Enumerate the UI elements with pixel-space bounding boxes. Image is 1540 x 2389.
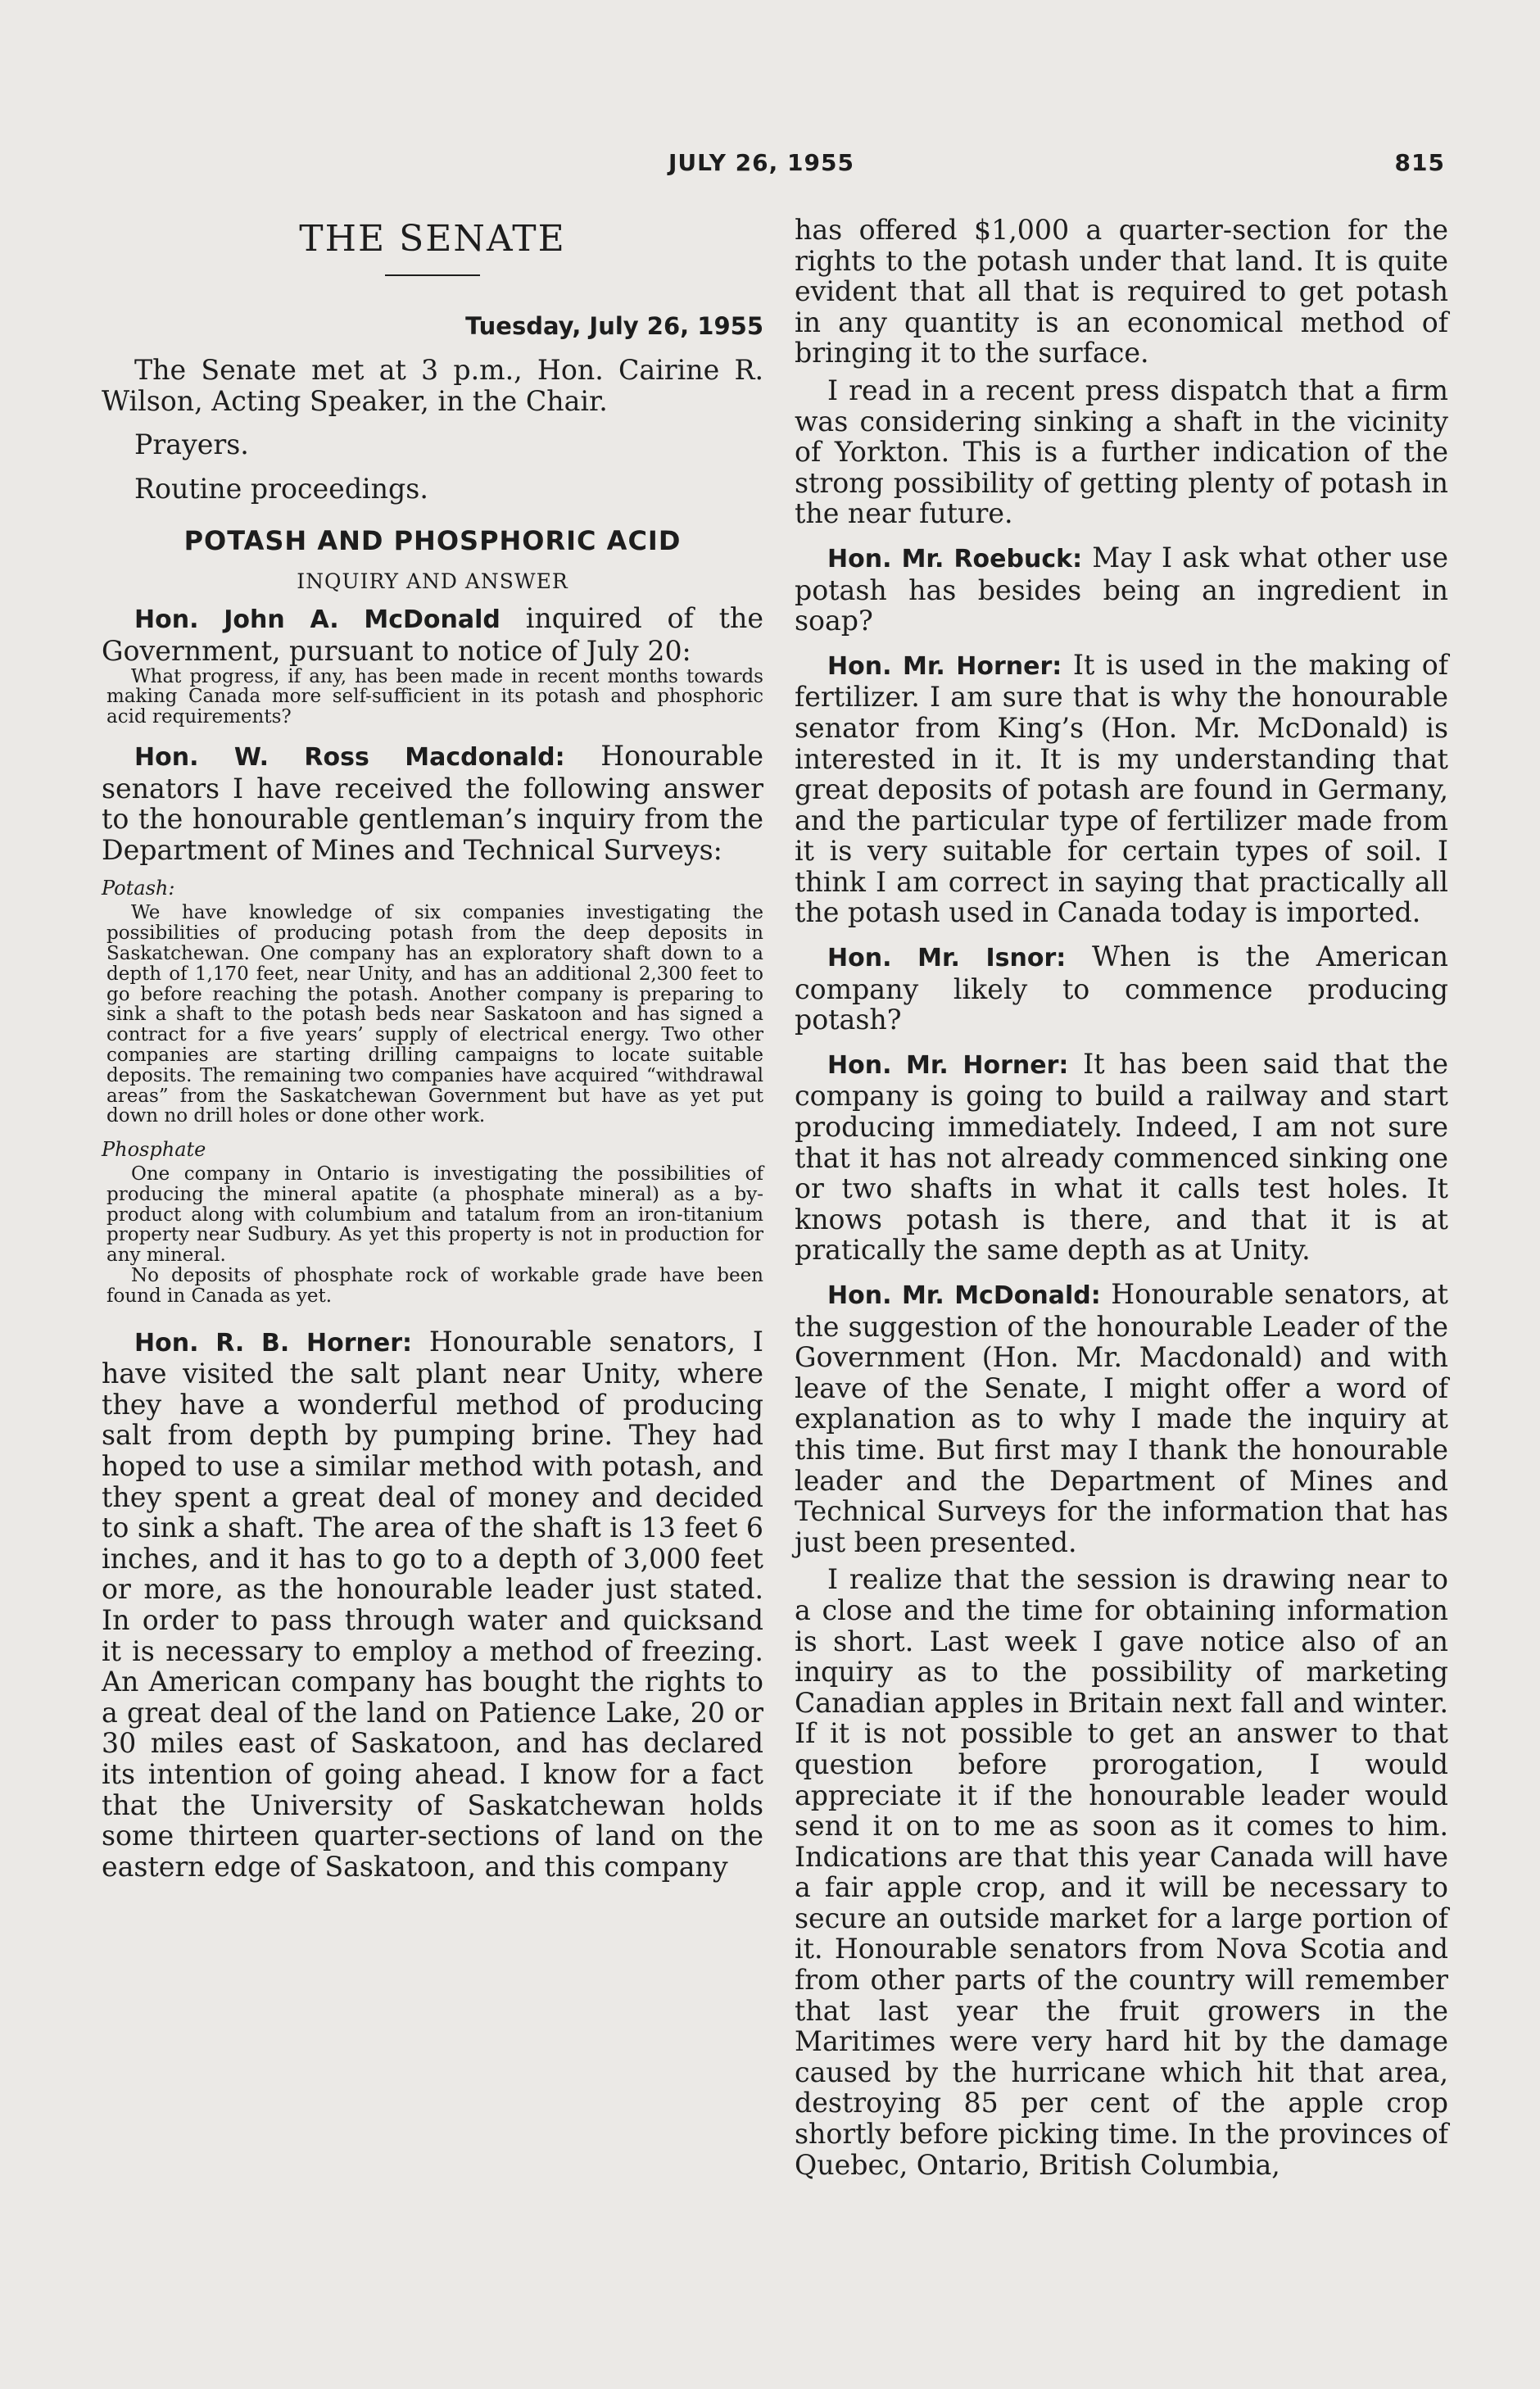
right-column — [795, 215, 1448, 2180]
horner-text: Honourable senators, I have visited the salt plant near Unity, where they have a wonderful method of producing salt from depth by pumping brine. They had hoped to use a similar method with potash, and they spent a great deal of money and decided to sink a shaft. The area of the shaft is 13 feet 6 inches, and it has to go to a depth of 3,000 feet or more, as the honourable leader just stated. In order to pass through water and quicksand it is necessary to employ a method of freezing. An American company has bought the rights to a great deal of the land on Patience Lake, 20 or 30 miles east of Saskatoon, and has declared its intention of going ahead. I know for a fact that the University of Saskatchewan holds some thirteen quarter-sections of land on the eastern edge of Saskatoon, and this company — [102, 1325, 763, 1883]
left-column — [102, 215, 763, 1882]
speaker-name: Hon. Mr. Horner: — [827, 1050, 1069, 1080]
speaker-name: Hon. John A. McDonald — [134, 605, 500, 635]
isnor-text: When is the American company likely to commence producing potash? — [795, 941, 1449, 1036]
title-rule — [385, 274, 480, 276]
horner-paragraph — [102, 1326, 763, 1883]
answer-text: Honourable senators I have received the following answer to the honourable gentleman’s inquiry from the Department of Mines and Technical Surveys: — [102, 739, 764, 866]
prayers-line: Prayers. — [134, 428, 249, 461]
continued-paragraph: has offered $1,000 a quarter-section for the rights to the potash under that land. It is quite evident that all that is required to get potash in any quantity is an economical method of bringing it to the surface. — [795, 214, 1448, 369]
speaker-name: Hon. Mr. Horner: — [827, 651, 1062, 681]
page-title: THE SENATE — [299, 218, 566, 260]
answer-paragraph — [102, 741, 763, 865]
inquiry-quote: What progress, if any, has been made in recent months towards making Canada more self-sufficient in its potash and phosphoric acid requirements? — [106, 665, 763, 728]
header-date: JULY 26, 1955 — [668, 149, 854, 176]
routine-line: Routine proceedings. — [134, 472, 428, 505]
opening-paragraph: The Senate met at 3 p.m., Hon. Cairine R. Wilson, Acting Speaker, in the Chair. — [102, 354, 763, 417]
section-subtitle: INQUIRY AND ANSWER — [297, 569, 568, 594]
potash-quote: We have knowledge of six companies investigating the possibilities of producing potash from the deep deposits in Saskatchewan. One company has an exploratory shaft down to a depth of 1,170 feet, near Unity, and has an additional 2,300 feet to go before reaching the potash. Another company is preparing to sink a shaft to the potash beds near Saskatoon and has signed a contract for a five years’ supply of electrical energy. Two other companies are starting drilling campaigns to locate suitable deposits. The remaining two companies have acquired “withdrawal areas” from the Saskatchewan Government but have as yet put down no drill holes or done other work. — [106, 902, 763, 1127]
phosphate-quote-1: One company in Ontario is investigating the possibilities of producing the mineral apatite (a phosphate mineral) as a by-product along with columbium and tatalum from an iron-titanium property near Sudbury. As yet this property is not in production for any mineral. — [106, 1163, 763, 1267]
inquiry-paragraph — [102, 603, 763, 666]
section-title: POTASH AND PHOSPHORIC ACID — [183, 525, 682, 557]
press-paragraph: I read in a recent press dispatch that a firm was considering sinking a shaft in the vicinity of Yorkton. This is a further indication of the strong possibility of getting plenty of potash in the near future. — [795, 374, 1448, 530]
speaker-name: Hon. R. B. Horner: — [134, 1328, 412, 1358]
speaker-name: Hon. W. Ross Macdonald: — [134, 742, 565, 772]
inquiry-text: inquired of the Government, pursuant to notice of July 20: — [102, 602, 763, 667]
mcdonald-text: Honourable senators, at the suggestion of the honourable Leader of the Government (Hon. Mr. Macdonald) and with leave of the Senate, I might offer a word of explanation as to why I made the inquiry at this time. But first may I thank the honourable leader and the Department of Mines and Technical Surveys for the information that has just been presented. — [795, 1278, 1448, 1558]
phosphate-quote-2: No deposits of phosphate rock of workable grade have been found in Canada as yet. — [106, 1265, 763, 1307]
horner2-text: It is used in the making of fertilizer. I am sure that is why the honourable senator from King’s (Hon. Mr. McDonald) is interested in it. It is my understanding that great deposits of potash are found in Germany, and the particular type of fertilizer made from it is very suitable for certain types of soil. I think I am correct in saying that practically all the potash used in Canada today is imported. — [795, 648, 1448, 929]
speaker-name: Hon. Mr. McDonald: — [827, 1281, 1101, 1310]
session-paragraph: I realize that the session is drawing near to a close and the time for obtaining information is short. Last week I gave notice also of an inquiry as to the possibility of marketing Canadian apples in Britain next fall and winter. If it is not possible to get an answer to that question before prorogation, I would appreciate it if the honourable leader would send it on to me as soon as it comes to him. Indications are that this year Canada will have a fair apple crop, and it will be necessary to secure an outside market for a large portion of it. Honourable senators from Nova Scotia and from other parts of the country will remember that last year the fruit growers in the Maritimes were very hard hit by the damage caused by the hurricane which hit that area, destroying 85 per cent of the apple crop shortly before picking time. In the provinces of Quebec, Ontario, British Columbia, — [795, 1563, 1448, 2181]
potash-subheading: Potash: — [102, 877, 175, 900]
page-number: 815 — [1394, 149, 1445, 176]
horner2-paragraph — [795, 650, 1448, 928]
speaker-name: Hon. Mr. Isnor: — [827, 944, 1067, 973]
roebuck-text: May I ask what other use potash has besides being an ingredient in soap? — [795, 541, 1448, 637]
sitting-date: Tuesday, July 26, 1955 — [465, 312, 763, 340]
speaker-name: Hon. Mr. Roebuck: — [827, 544, 1083, 573]
roebuck-paragraph — [795, 542, 1448, 637]
phosphate-subheading: Phosphate — [102, 1138, 206, 1162]
horner3-text: It has been said that the company is going to build a railway and start producing immediately. Indeed, I am not sure that it has not already commenced sinking one or two shafts in what it calls test holes. It knows potash is there, and that it is at pratically the same depth as at Unity. — [795, 1047, 1448, 1267]
horner3-paragraph — [795, 1049, 1448, 1266]
mcdonald-paragraph — [795, 1279, 1448, 1557]
isnor-paragraph — [795, 941, 1448, 1036]
